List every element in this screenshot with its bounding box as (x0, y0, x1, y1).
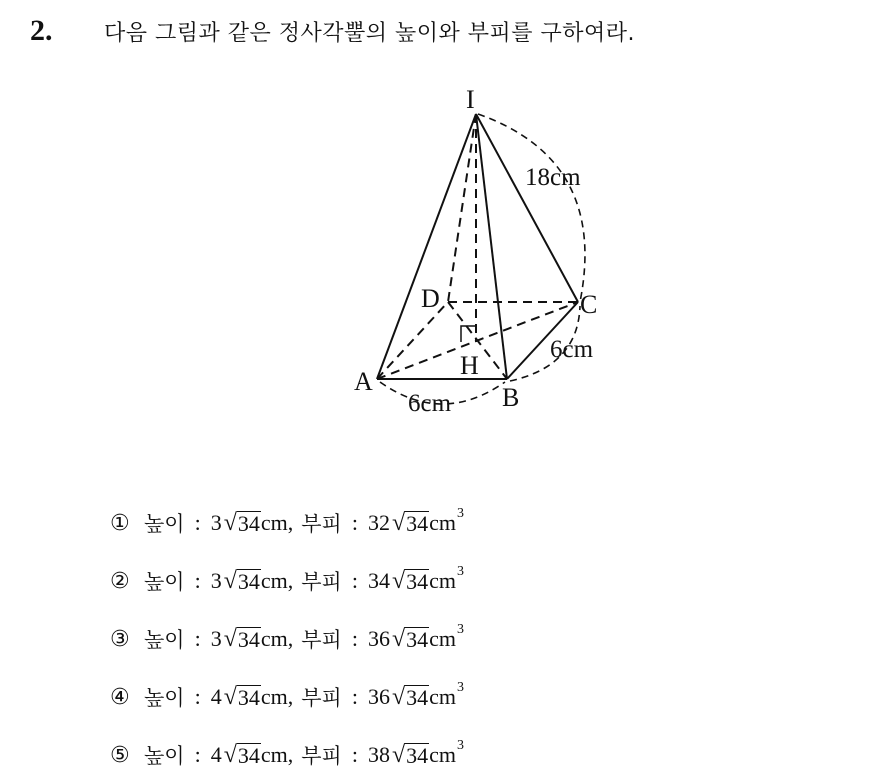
label-b: B (502, 383, 520, 412)
sqrt-height: √ 34 (223, 684, 260, 711)
choice-2[interactable]: ② 높이 : 3 √ 34 cm, 부피 : 34 √ 34 cm 3 (110, 564, 465, 595)
label-edge-18: 18cm (525, 164, 581, 191)
sqrt-volume: √ 34 (391, 684, 429, 711)
pyramid-figure (340, 80, 630, 425)
choice-3[interactable]: ③ 높이 : 3 √ 34 cm, 부피 : 36 √ 34 cm 3 (110, 622, 465, 653)
sqrt-height: √ 34 (223, 568, 260, 595)
sqrt-height: √ 34 (223, 626, 260, 653)
choice-marker: ① (110, 510, 130, 536)
label-h: H (460, 351, 479, 380)
question-number: 2. (30, 14, 53, 47)
sqrt-volume: √ 34 (391, 568, 429, 595)
choice-marker: ④ (110, 684, 130, 710)
label-a: A (354, 367, 373, 396)
sqrt-height: √ 34 (223, 742, 260, 769)
edge-ic (476, 114, 578, 302)
sqrt-height: √ 34 (223, 510, 260, 537)
sqrt-volume: √ 34 (391, 742, 429, 769)
choice-marker: ② (110, 568, 130, 594)
label-base-ab: 6cm (408, 390, 452, 417)
choice-5[interactable]: ⑤ 높이 : 4 √ 34 cm, 부피 : 38 √ 34 cm 3 (110, 738, 465, 769)
label-d: D (421, 284, 440, 313)
edge-ad (377, 302, 448, 379)
choice-1[interactable]: ① 높이 : 3 √ 34 cm, 부피 : 32 √ 34 cm 3 (110, 506, 465, 537)
label-base-bc: 6cm (550, 336, 594, 363)
choice-marker: ③ (110, 626, 130, 652)
question-text: 다음 그림과 같은 정사각뿔의 높이와 부피를 구하여라. (104, 21, 635, 46)
label-c: C (580, 290, 598, 319)
edge-id (448, 114, 476, 302)
choice-4[interactable]: ④ 높이 : 4 √ 34 cm, 부피 : 36 √ 34 cm 3 (110, 680, 465, 711)
sqrt-volume: √ 34 (391, 510, 429, 537)
sqrt-volume: √ 34 (391, 626, 429, 653)
choice-marker: ⑤ (110, 742, 130, 768)
label-i: I (466, 85, 475, 114)
